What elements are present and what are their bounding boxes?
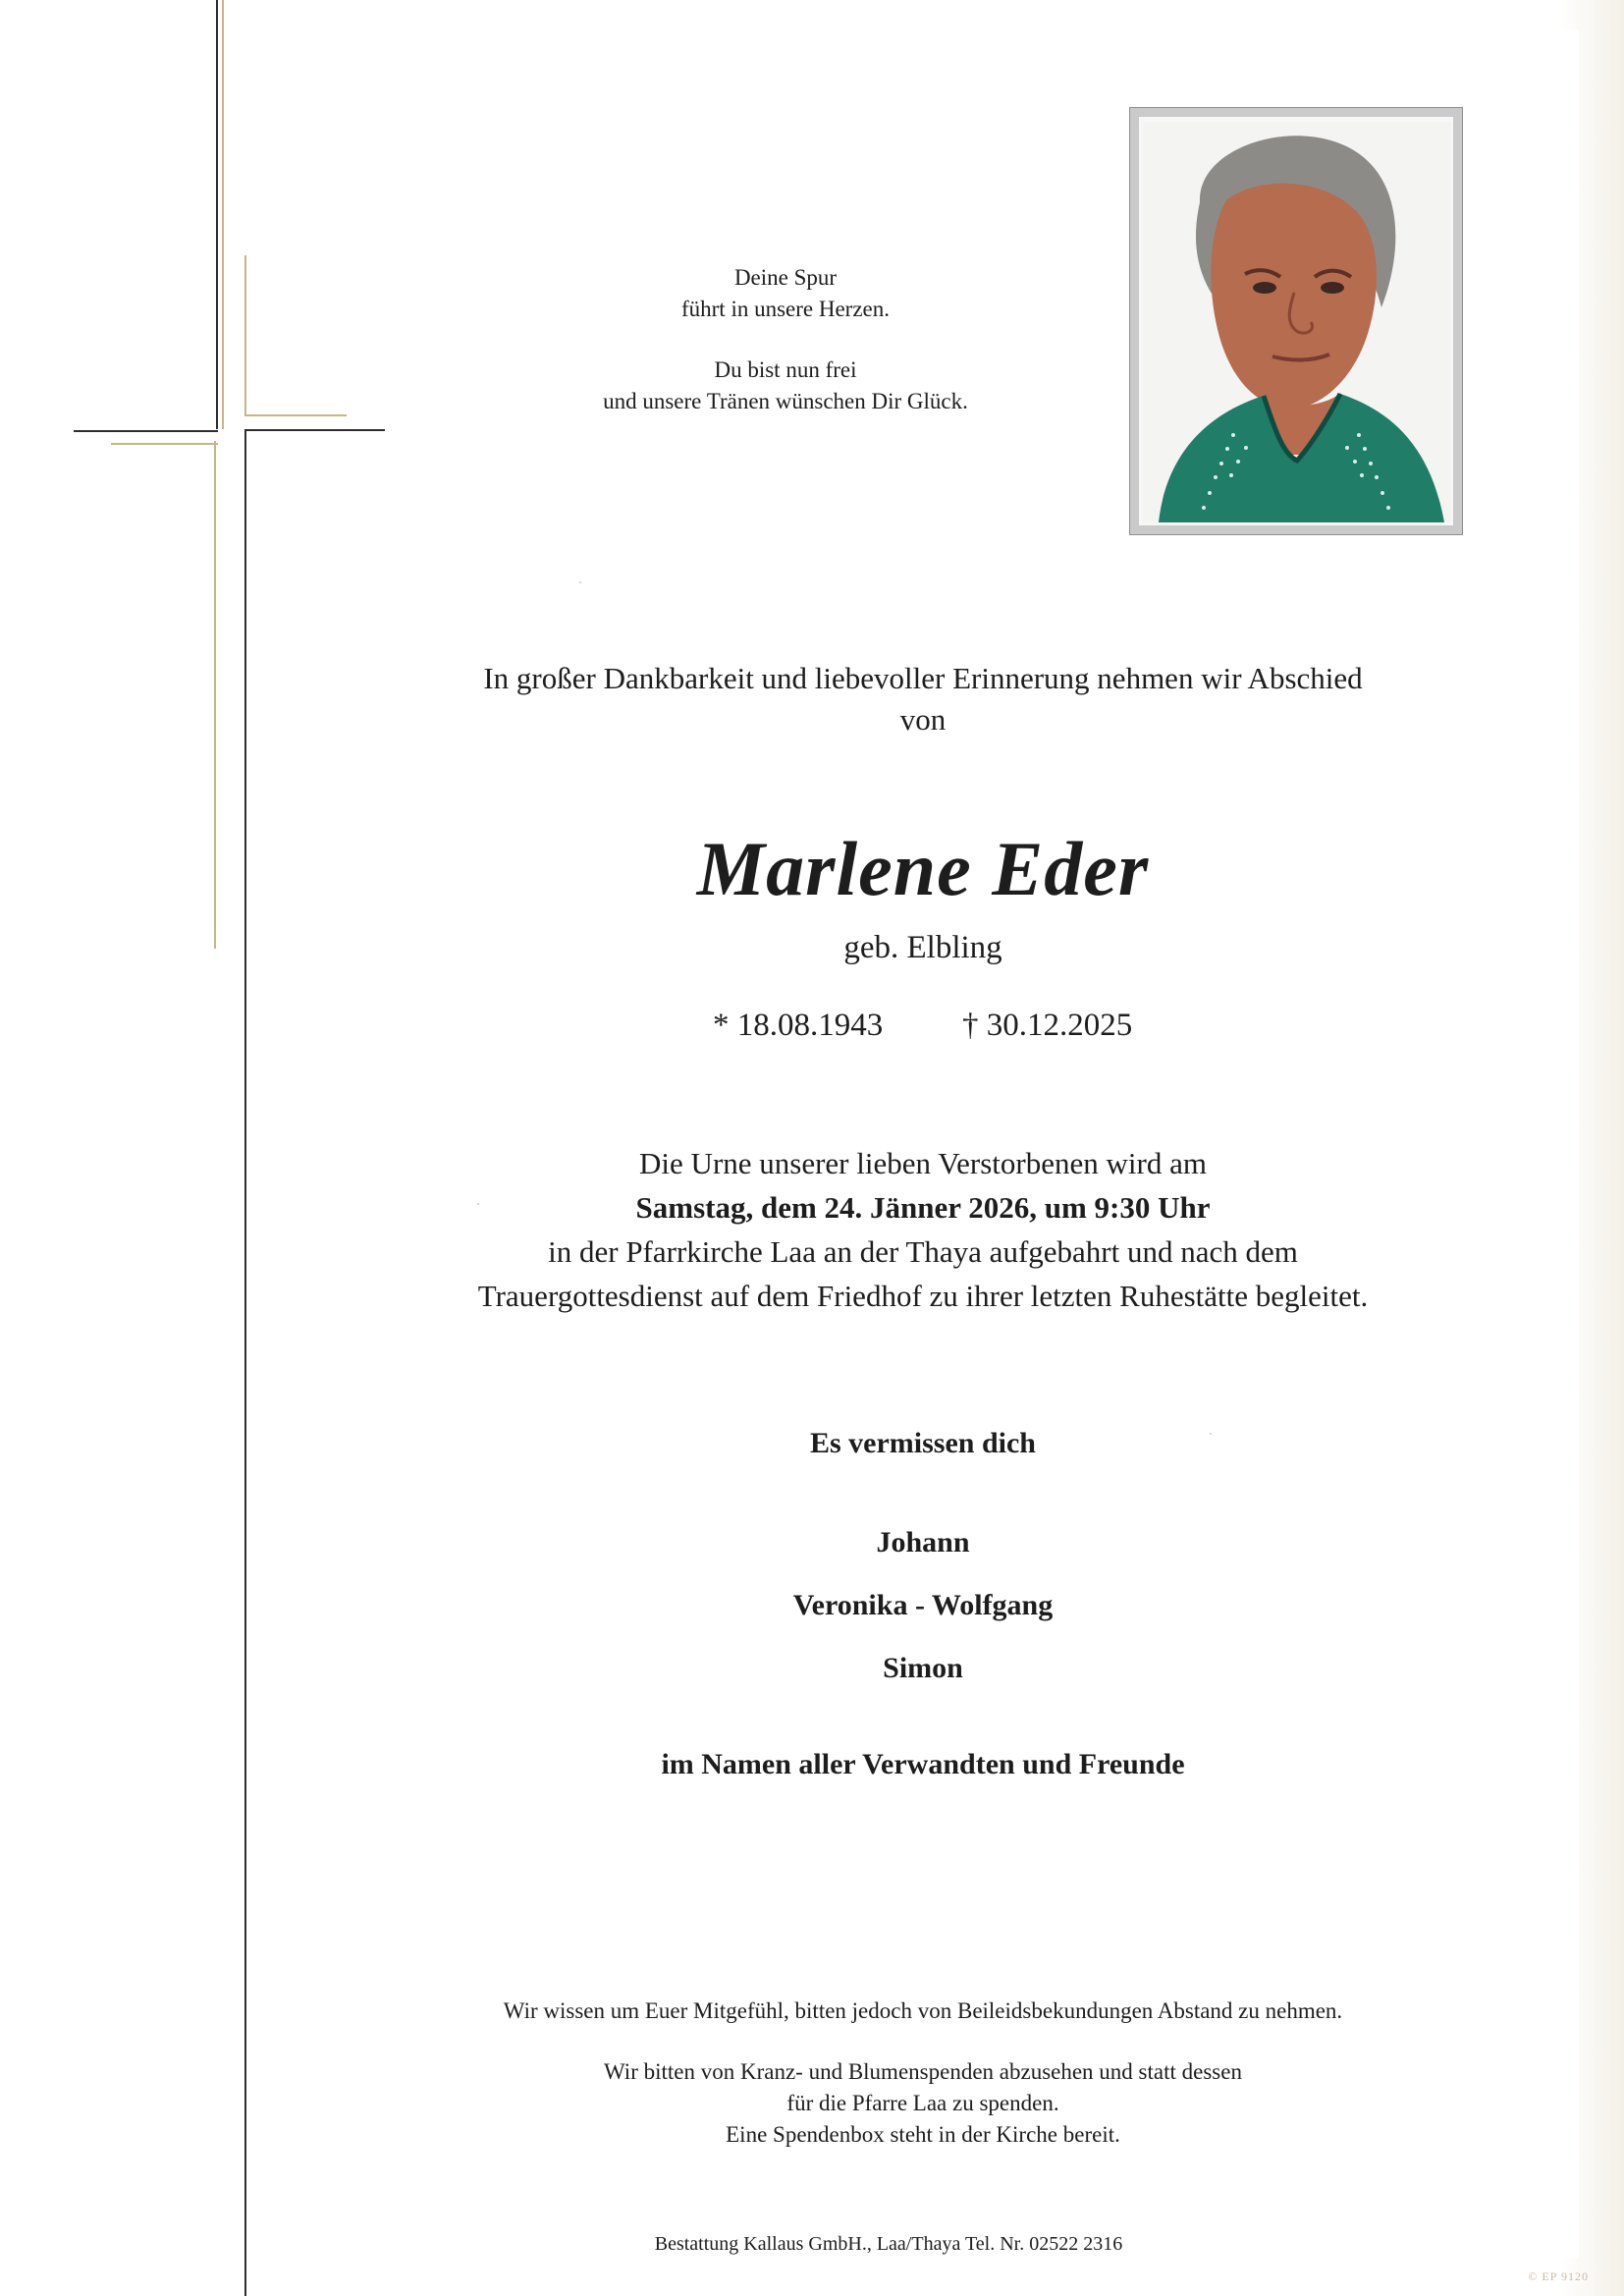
ceremony-line-3: in der Pfarrkirche Laa an der Thaya aufgebahrt und nach dem — [548, 1234, 1298, 1269]
cross-vertical-gold — [222, 0, 224, 429]
portrait-art — [1143, 122, 1451, 522]
intro-text — [324, 658, 1522, 740]
cross-vertical-black — [216, 0, 218, 429]
intro-line-2: von — [899, 702, 947, 737]
verse-block — [496, 262, 1075, 417]
verse-line-2: führt in unsere Herzen. — [680, 297, 891, 321]
condolence-notice: Wir wissen um Euer Mitgefühl, bitten jedoch von Beileidsbekundungen Abstand zu nehmen. — [503, 1998, 1343, 2023]
ceremony-line-4: Trauergottesdienst auf dem Friedhof zu ihrer letzten Ruhestätte begleitet. — [477, 1279, 1369, 1313]
funeral-home-footer: Bestattung Kallaus GmbH., Laa/Thaya Tel. Nr. 02522 2316 — [654, 2233, 1123, 2255]
mourner-name: Veronika - Wolfgang — [792, 1589, 1054, 1621]
mourner-name: Simon — [883, 1652, 963, 1684]
life-dates — [324, 1005, 1522, 1046]
mourners-closing: im Namen aller Verwandten und Freunde — [661, 1748, 1185, 1780]
verse-line-3: Du bist nun frei — [714, 357, 857, 382]
donation-line-1: Wir bitten von Kranz- und Blumenspenden abzusehen und statt dessen — [604, 2059, 1242, 2084]
portrait-frame — [1129, 107, 1463, 535]
ceremony-line-2 — [324, 1185, 1522, 1230]
ceremony-line-1: Die Urne unserer lieben Verstorbenen wird am — [639, 1146, 1207, 1180]
print-mark: © EP 9120 — [1528, 2269, 1589, 2283]
death-date: † 30.12.2025 — [962, 1008, 1133, 1043]
cross-right-arm-gold — [244, 414, 347, 416]
cross-lower-gold-left — [214, 441, 216, 949]
mourner-name: Johann — [876, 1526, 970, 1558]
ceremony-date: Samstag, dem 24. Jänner 2026, um 9:30 Uhr — [635, 1190, 1211, 1225]
donation-notice — [324, 2056, 1522, 2151]
cross-horizontal-black — [74, 430, 218, 432]
paper-speck — [579, 581, 581, 583]
ceremony-text — [324, 1141, 1522, 1318]
deceased-name: Marlene Eder — [696, 826, 1150, 911]
intro-line-1: In großer Dankbarkeit und liebevoller Erinnerung nehmen wir Abschied — [483, 661, 1363, 695]
cross-upper-gold-right — [244, 255, 246, 414]
cross-lower-vertical-black — [244, 429, 246, 2296]
birth-date: * 18.08.1943 — [713, 1008, 884, 1043]
cross-horizontal-gold — [111, 443, 218, 445]
cross-right-arm-black — [244, 429, 385, 431]
verse-line-1: Deine Spur — [733, 265, 838, 290]
portrait-photo — [1143, 122, 1451, 522]
birth-name: geb. Elbling — [843, 930, 1002, 965]
donation-line-2: für die Pfarre Laa zu spenden. — [786, 2091, 1059, 2115]
donation-line-3: Eine Spendenbox steht in der Kirche bereit. — [726, 2122, 1120, 2147]
verse-line-4: und unsere Tränen wünschen Dir Glück. — [603, 389, 968, 413]
mourners-heading: Es vermissen dich — [809, 1427, 1036, 1459]
